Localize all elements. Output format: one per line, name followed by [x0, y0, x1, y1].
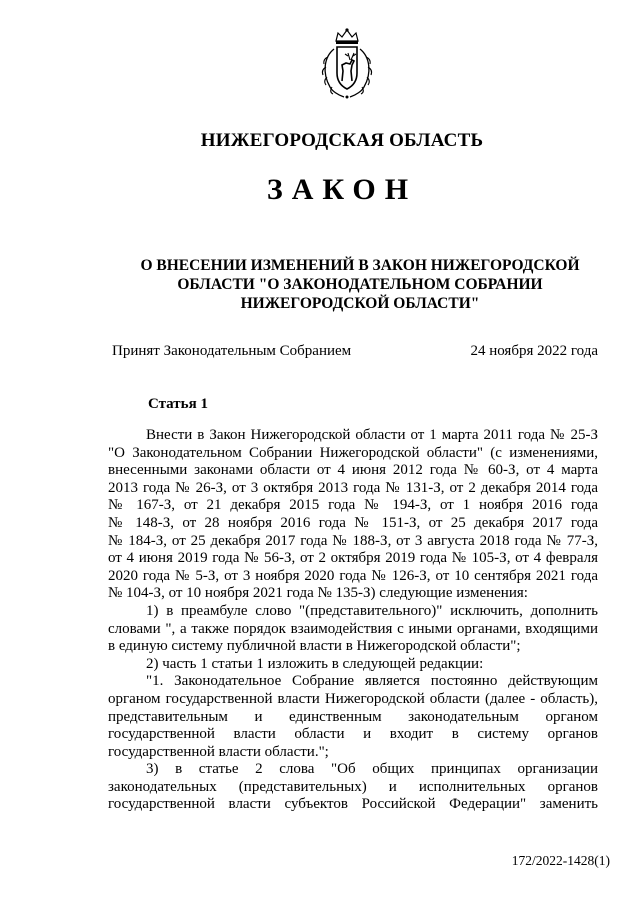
body-text-line: государственной власти области и входит в систему органов: [108, 726, 598, 743]
body-text-line: 2013 года № 26-З, от 3 октября 2013 года № 131-З, от 2 декабря 2014 года: [108, 479, 598, 496]
law-title-line: О ВНЕСЕНИИ ИЗМЕНЕНИЙ В ЗАКОН НИЖЕГОРОДСКОЙ: [140, 257, 580, 274]
body-text-line: словами ", а также порядок взаимодействия с иными органами, входящими: [108, 620, 598, 637]
adopted-by: Принят Законодательным Собранием: [112, 343, 352, 359]
body-text-line: № 104-З, от 10 ноября 2021 года № 135-З) следующие изменения:: [108, 585, 528, 602]
body-text-line: от 4 июня 2019 года № 56-З, от 2 октября 2019 года № 105-З, от 4 февраля: [108, 550, 598, 567]
body-text-line: внесенными законами области от 4 июня 2012 года № 60-З, от 4 марта: [108, 462, 598, 479]
region-name: НИЖЕГОРОДСКАЯ ОБЛАСТЬ: [200, 130, 484, 151]
law-title: [110, 256, 610, 313]
body-text-line: государственной власти субъектов Российской Федерации" заменить: [108, 796, 598, 813]
coat-of-arms-icon: [318, 27, 376, 99]
body-text-line: представительным и единственным законодательным органом: [108, 708, 598, 725]
body-text-line: Внести в Закон Нижегородской области от 1 марта 2011 года № 25-З: [146, 427, 598, 443]
body-text-line: 2020 года № 5-З, от 3 ноября 2020 года № 126-З, от 10 сентября 2021 года: [108, 567, 598, 584]
law-title-line: НИЖЕГОРОДСКОЙ ОБЛАСТИ": [240, 295, 480, 312]
body-text-line: "1. Законодательное Собрание является постоянно действующим: [146, 673, 598, 690]
body-text-line: № 148-З, от 28 ноября 2016 года № 151-З, от 25 декабря 2017 года: [108, 514, 598, 531]
law-title-line: ОБЛАСТИ "О ЗАКОНОДАТЕЛЬНОМ СОБРАНИИ: [177, 276, 543, 293]
document-type: ЗАКОН: [266, 173, 418, 206]
body-text-line: государственной власти области.";: [108, 743, 329, 760]
article-body: [108, 427, 598, 814]
body-text-line: органом государственной власти Нижегородской области (далее - область),: [108, 690, 598, 707]
body-text-line: № 184-З, от 25 декабря 2017 года № 188-З, от 3 августа 2018 года № 77-З,: [108, 532, 598, 549]
adoption-date: 24 ноября 2022 года: [470, 343, 598, 359]
adoption-line: [112, 343, 598, 360]
document-number: 172/2022-1428(1): [511, 853, 610, 868]
article-heading: Статья 1: [148, 396, 208, 412]
body-text-line: в единую систему публичной власти в Нижегородской области";: [108, 638, 521, 655]
body-text-line: "О Законодательном Собрании Нижегородской области" (с изменениями,: [108, 444, 598, 461]
body-text-line: 1) в преамбуле слово "(представительного)" исключить, дополнить: [146, 602, 598, 619]
body-text-line: законодательных (представительных) и исполнительных органов: [108, 778, 598, 795]
body-text-line: 2) часть 1 статьи 1 изложить в следующей редакции:: [146, 655, 484, 672]
body-text-line: 3) в статье 2 слова "Об общих принципах организации: [146, 761, 598, 778]
body-text-line: № 167-З, от 21 декабря 2015 года № 194-З, от 1 ноября 2016 года: [108, 497, 598, 514]
